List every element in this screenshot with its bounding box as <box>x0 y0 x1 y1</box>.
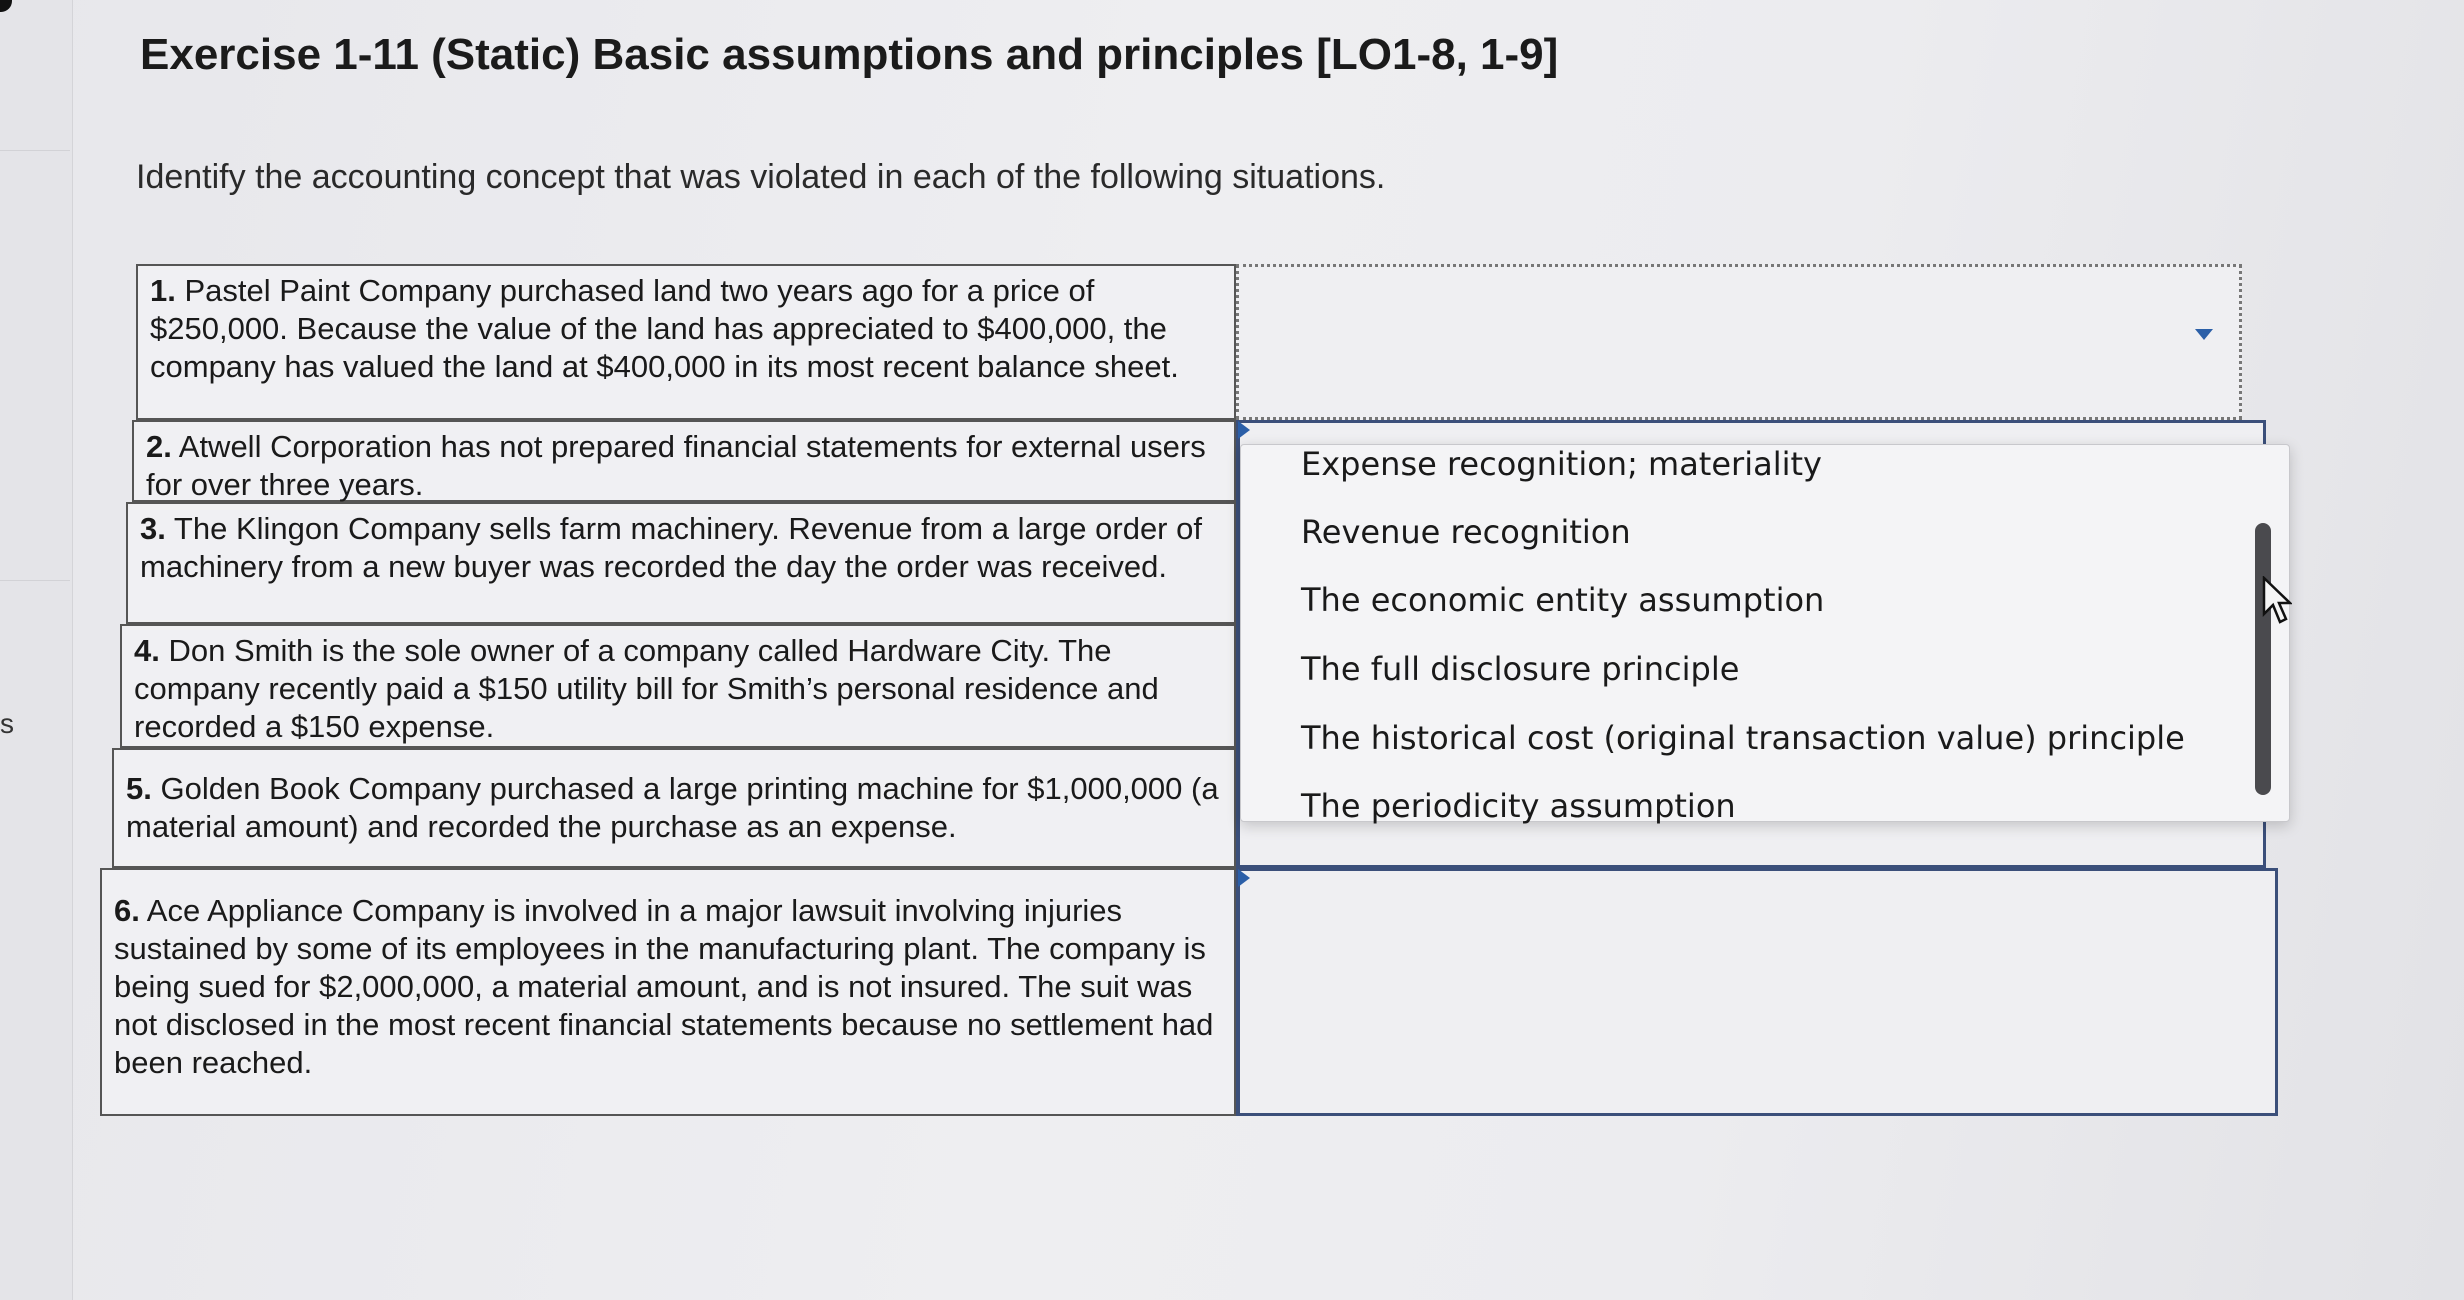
question-text: Don Smith is the sole owner of a company called Hardware City. The company recently paid a $150 utility bill for Smith’s personal residence and recorded a $150 expense. <box>134 633 1159 744</box>
row-pointer-icon <box>1238 869 1250 887</box>
side-tab[interactable] <box>0 0 70 151</box>
question-cell-6 <box>100 868 1236 1116</box>
dropdown-option[interactable]: The historical cost (original transaction value) principle <box>1301 719 2185 757</box>
question-cell-3 <box>126 502 1236 624</box>
dropdown-option[interactable]: The full disclosure principle <box>1301 650 1740 688</box>
side-letter: s <box>0 708 14 739</box>
answer-select-1[interactable] <box>1236 264 2242 420</box>
question-cell-2 <box>132 420 1236 502</box>
question-number: 6. <box>114 893 140 928</box>
dropdown-option[interactable]: Expense recognition; materiality <box>1301 445 1822 483</box>
chevron-down-icon[interactable] <box>2195 329 2213 340</box>
question-cell-1 <box>136 264 1236 420</box>
row-pointer-icon <box>1238 421 1250 439</box>
question-number: 2. <box>146 429 172 464</box>
page-title: Exercise 1-11 (Static) Basic assumptions and principles [LO1-8, 1-9] <box>140 30 1559 79</box>
side-tab[interactable] <box>0 310 70 581</box>
question-number: 3. <box>140 511 166 546</box>
question-text: Golden Book Company purchased a large printing machine for $1,000,000 (a material amount) and recorded the purchase as an expense. <box>126 771 1219 844</box>
question-number: 4. <box>134 633 160 668</box>
question-number: 5. <box>126 771 152 806</box>
scrollbar-thumb[interactable] <box>2255 523 2271 795</box>
left-side-panel <box>0 0 73 1300</box>
question-text: Atwell Corporation has not prepared financial statements for external users for over three years. <box>146 429 1206 502</box>
instructions-text: Identify the accounting concept that was violated in each of the following situations. <box>136 158 1386 196</box>
dropdown-options-list[interactable] <box>1240 444 2290 825</box>
dropdown-option[interactable]: The economic entity assumption <box>1301 581 1825 619</box>
answer-select-6[interactable] <box>1236 868 2278 1116</box>
question-text: Ace Appliance Company is involved in a major lawsuit involving injuries sustained by some of its employees in the manufacturing plant. The company is being sued for $2,000,000, a material amount, and is not insured. The suit was not disclosed in the most recent financial statements because no settlement had been reached. <box>114 893 1214 1080</box>
dropdown-option[interactable]: Revenue recognition <box>1301 513 1631 551</box>
question-cell-5 <box>112 748 1236 868</box>
dropdown-option[interactable]: The periodicity assumption <box>1301 787 1736 825</box>
question-number: 1. <box>150 273 176 308</box>
question-cell-4 <box>120 624 1236 748</box>
question-text: The Klingon Company sells farm machinery. Revenue from a large order of machinery from a new buyer was recorded the day the order was received. <box>140 511 1202 584</box>
cursor-arrow-icon <box>2262 576 2292 626</box>
question-text: Pastel Paint Company purchased land two years ago for a price of $250,000. Because the value of the land has appreciated to $400,000, the company has valued the land at $400,000 in its most recent balance sheet. <box>150 273 1179 384</box>
